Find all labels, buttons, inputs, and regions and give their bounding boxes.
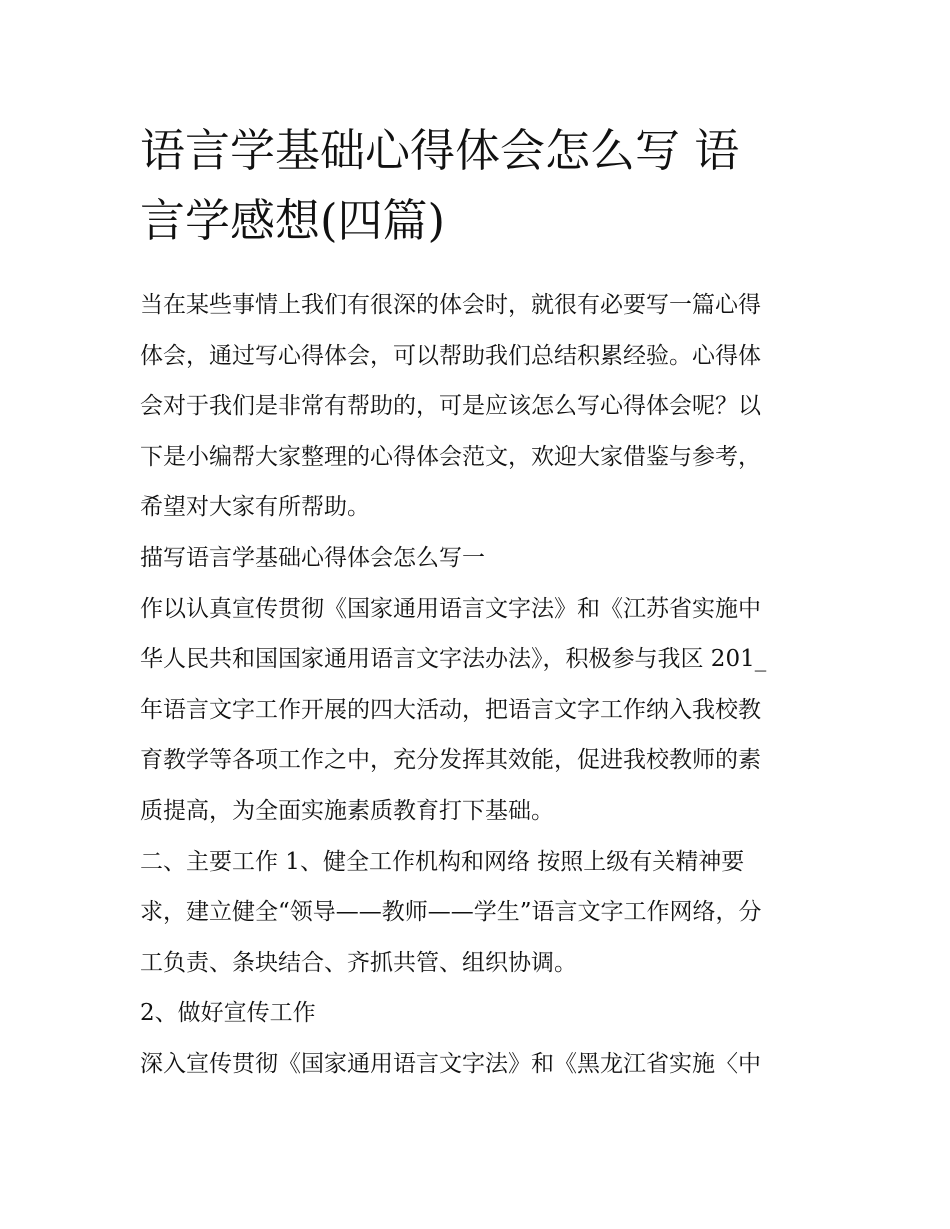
body-line: 二、主要工作 1、健全工作机构和网络 按照上级有关精神要 <box>140 848 745 875</box>
body-line: 当在某些事情上我们有很深的体会时，就很有必要写一篇心得 <box>140 292 761 318</box>
body-line: 会对于我们是非常有帮助的，可是应该怎么写心得体会呢？以 <box>140 393 761 420</box>
body-line: 育教学等各项工作之中，充分发挥其效能，促进我校教师的素 <box>140 747 761 774</box>
document-title <box>140 116 820 256</box>
body-line: 体会，通过写心得体会，可以帮助我们总结积累经验。心得体 <box>140 342 761 369</box>
body-line: 作以认真宣传贯彻《国家通用语言文字法》和《江苏省实施中 <box>140 595 761 622</box>
body-line: 华人民共和国国家通用语言文字法办法》，积极参与我区 201_ <box>140 646 767 673</box>
body-line: 下是小编帮大家整理的心得体会范文，欢迎大家借鉴与参考， <box>140 443 761 470</box>
title-line-1: 语言学基础心得体会怎么写 语 <box>140 124 740 177</box>
body-line: 希望对大家有所帮助。 <box>140 494 370 521</box>
body-line: 求，建立健全“领导——教师——学生”语言文字工作网络，分 <box>140 899 762 926</box>
body-line: 年语言文字工作开展的四大活动，把语言文字工作纳入我校教 <box>140 696 761 723</box>
section-heading: 描写语言学基础心得体会怎么写一 <box>140 544 485 571</box>
section-subheading: 2、做好宣传工作 <box>140 1000 316 1027</box>
document-body <box>140 280 820 1090</box>
body-line: 深入宣传贯彻《国家通用语言文字法》和《黑龙江省实施〈中 <box>140 1050 761 1077</box>
title-line-2: 言学感想(四篇) <box>140 194 446 247</box>
body-line: 质提高，为全面实施素质教育打下基础。 <box>140 797 554 824</box>
body-line: 工负责、条块结合、齐抓共管、组织协调。 <box>140 949 577 976</box>
